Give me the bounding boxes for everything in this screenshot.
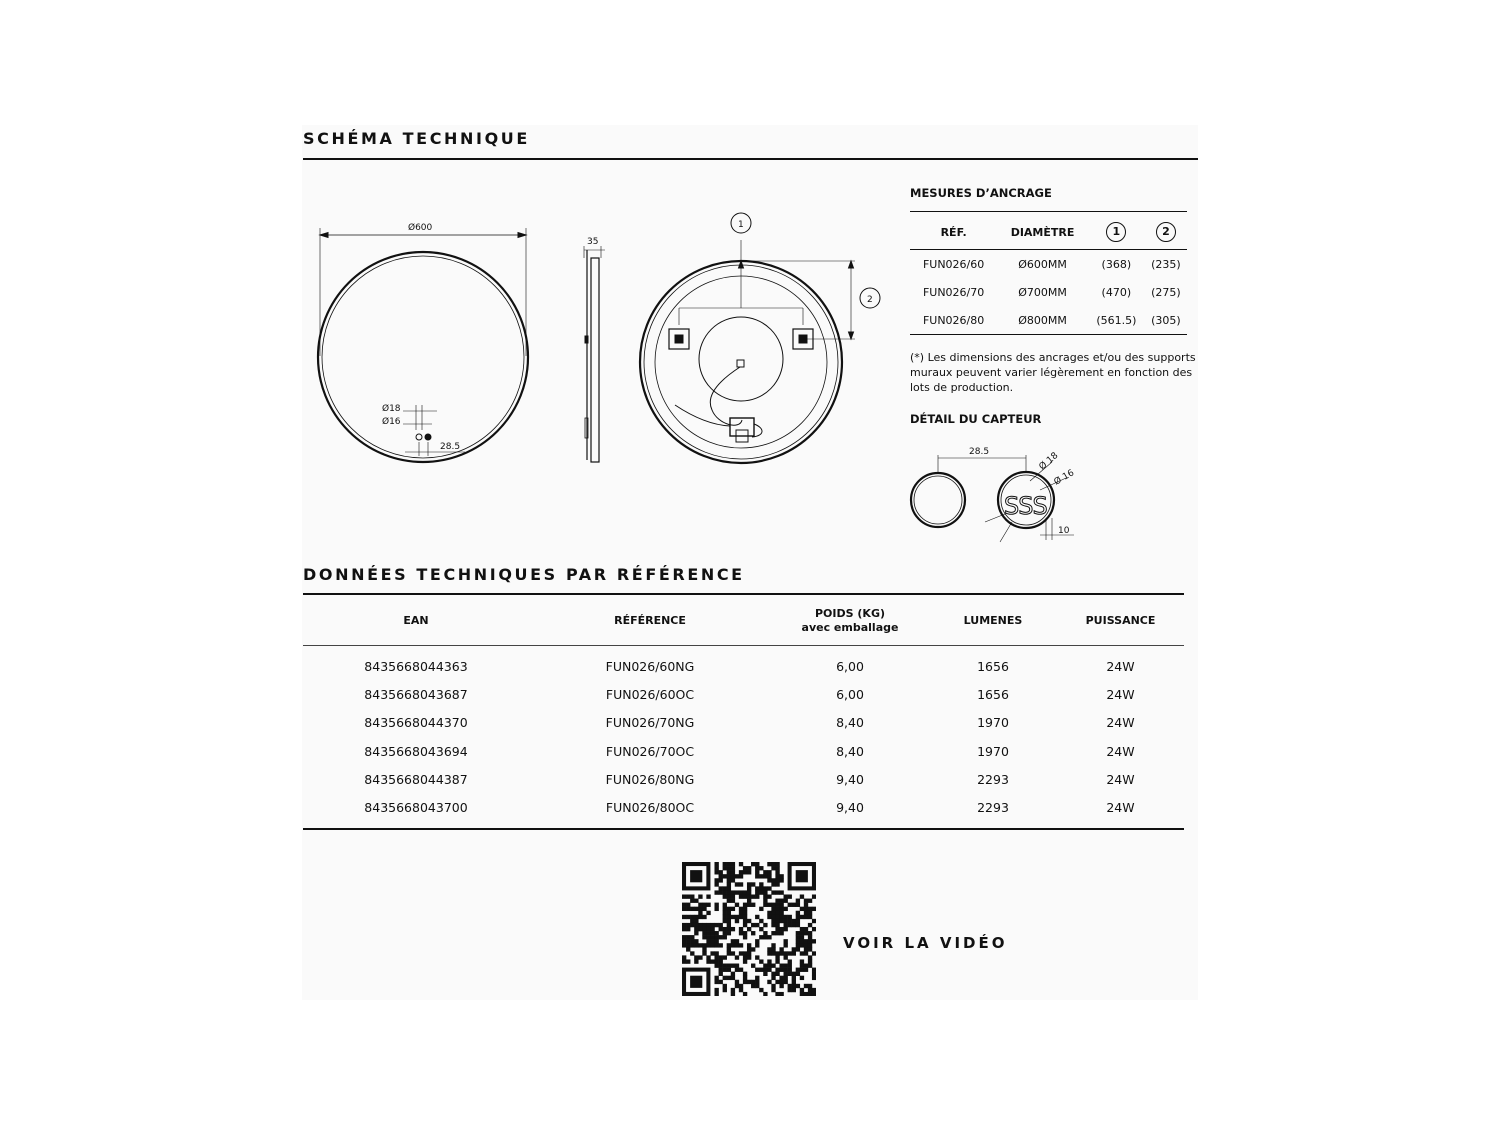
cell-lumens: 2293 [977, 800, 1009, 816]
table-row [303, 793, 1184, 821]
anchorage-note: (*) Les dimensions des ancrages et/ou des supports muraux peuvent varier légèrement en fonction des lots de production. [910, 351, 1196, 394]
col-power: PUISSANCE [1085, 614, 1156, 627]
anch-cell-m2: (275) [1151, 285, 1181, 299]
front-sensor-d16: Ø16 [382, 417, 401, 427]
cell-weight: 6,00 [836, 658, 864, 674]
anchorage-top-rule [910, 211, 1187, 212]
table-row [303, 765, 1184, 793]
cell-ean: 8435668043694 [364, 743, 468, 759]
col-weight-sub: avec emballage [801, 621, 899, 634]
cell-power: 24W [1106, 743, 1135, 759]
cell-reference: FUN026/60OC [605, 686, 695, 702]
cell-power: 24W [1106, 658, 1135, 674]
table-row [303, 709, 1184, 737]
cell-ean: 8435668043687 [364, 686, 468, 702]
cell-weight: 9,40 [836, 771, 864, 787]
cell-ean: 8435668043700 [364, 800, 468, 816]
anch-header-ref: RÉF. [940, 225, 967, 239]
depth-label: 35 [587, 237, 599, 247]
anch-row [910, 306, 1187, 335]
cell-lumens: 1656 [977, 658, 1009, 674]
anch-cell-ref: FUN026/70 [922, 285, 985, 299]
cell-ean: 8435668044387 [364, 771, 468, 787]
anch-cell-ref: FUN026/80 [922, 313, 985, 327]
anch-cell-ref: FUN026/60 [922, 257, 985, 271]
rear-center-disc [699, 317, 783, 401]
col-reference: RÉFÉRENCE [614, 614, 686, 627]
cell-reference: FUN026/80NG [605, 771, 695, 787]
data-title: DONNÉES TECHNIQUES PAR RÉFÉRENCE [303, 565, 745, 584]
marker-1: 1 [738, 220, 744, 230]
cell-reference: FUN026/70NG [605, 715, 695, 731]
data-title-rule [303, 593, 1184, 595]
sensor-detail-offset: 28.5 [969, 447, 990, 457]
cell-ean: 8435668044370 [364, 715, 468, 731]
cell-power: 24W [1106, 800, 1135, 816]
cell-power: 24W [1106, 771, 1135, 787]
mirror-side-view [591, 258, 599, 462]
sensor-outline [416, 434, 422, 440]
anch-cell-m2: (305) [1151, 313, 1181, 327]
table-row [303, 680, 1184, 708]
qr-code-icon[interactable] [682, 862, 816, 996]
anch-header-m1: 1 [1106, 222, 1126, 242]
anch-cell-m1: (561.5) [1096, 313, 1137, 327]
anch-cell-diameter: Ø600MM [1018, 257, 1067, 271]
cell-reference: FUN026/70OC [605, 743, 695, 759]
cell-weight: 9,40 [836, 800, 864, 816]
sensor-detail-left [911, 473, 965, 527]
anch-cell-m1: (470) [1101, 285, 1132, 299]
cell-weight: 8,40 [836, 743, 864, 759]
sensor-glyph: SSS [1004, 492, 1047, 520]
watch-video-link[interactable]: VOIR LA VIDÉO [843, 934, 1008, 952]
anch-header-diameter: DIAMÈTRE [1010, 225, 1075, 239]
data-bottom-rule [303, 828, 1184, 830]
table-row [303, 646, 1184, 681]
sensor-detail-title: DÉTAIL DU CAPTEUR [910, 412, 1042, 426]
sensor-detail-h10: 10 [1058, 526, 1070, 536]
table-row [303, 737, 1184, 765]
cell-power: 24W [1106, 715, 1135, 731]
anch-cell-m2: (235) [1151, 257, 1181, 271]
col-lumens: LUMENES [963, 614, 1023, 627]
col-ean: EAN [403, 614, 429, 627]
mirror-front-view [318, 252, 528, 462]
anch-row [910, 278, 1187, 306]
anch-cell-diameter: Ø700MM [1018, 285, 1067, 299]
schema-title: SCHÉMA TECHNIQUE [303, 129, 530, 148]
cell-lumens: 1656 [977, 686, 1009, 702]
sensor-detail-d16: Ø 16 [1052, 468, 1077, 488]
front-diameter-label: Ø600 [408, 223, 433, 233]
sensor-detail-d18: Ø 18 [1037, 450, 1061, 473]
cell-lumens: 2293 [977, 771, 1009, 787]
cell-power: 24W [1106, 686, 1135, 702]
anchorage-title: MESURES D’ANCRAGE [910, 186, 1052, 200]
anch-header-m2: 2 [1156, 222, 1176, 242]
cell-lumens: 1970 [977, 715, 1009, 731]
cell-weight: 8,40 [836, 715, 864, 731]
cell-lumens: 1970 [977, 743, 1009, 759]
anch-cell-m1: (368) [1101, 257, 1132, 271]
col-weight: POIDS (KG) [815, 607, 885, 620]
marker-2: 2 [867, 295, 873, 305]
front-sensor-d18: Ø18 [382, 404, 401, 414]
cell-reference: FUN026/60NG [605, 658, 695, 674]
anchorage-table [910, 215, 1187, 335]
anch-cell-diameter: Ø800MM [1018, 313, 1067, 327]
cell-ean: 8435668044363 [364, 658, 468, 674]
anch-row [910, 250, 1187, 279]
cell-reference: FUN026/80OC [605, 800, 695, 816]
sensor-filled [425, 434, 431, 440]
front-sensor-offset: 28.5 [440, 442, 461, 452]
technical-data-table [303, 597, 1184, 822]
cell-weight: 6,00 [836, 686, 864, 702]
